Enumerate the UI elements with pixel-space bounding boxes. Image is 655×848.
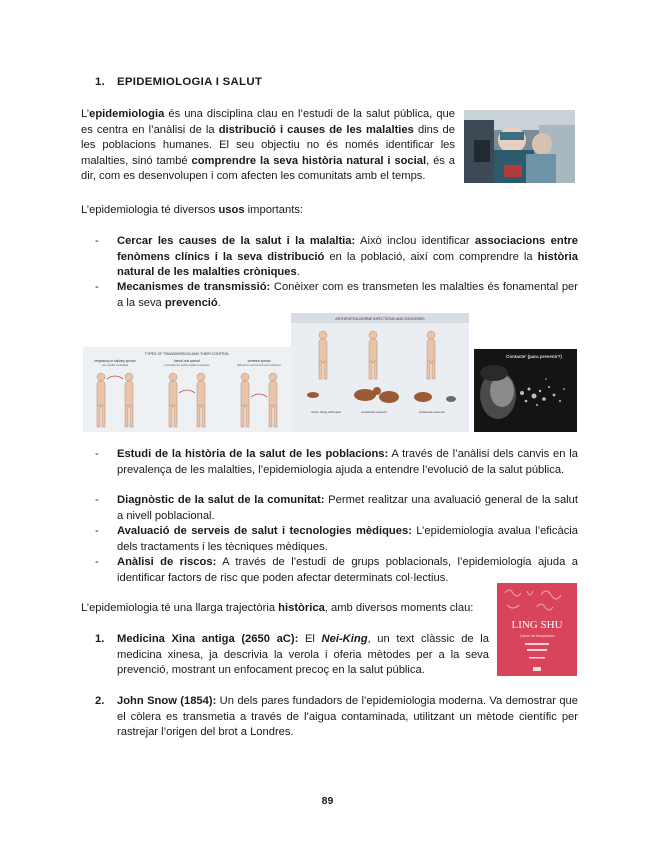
figure-left-sub1: can readily controlled [101,363,129,367]
use-item-diagnosis: Diagnòstic de la salut de la comunitat: Permet realitzar una avaluació general de la salut a nivell poblacional. [117,494,578,522]
milestone-number: 1. [95,633,105,645]
intro-paragraph: L’epidemiologia és una disciplina clau en l’estudi de la salut pública, que es centra en l’anàlisi de la distribució i causes de les malalties dins de les poblacions humanes. El seu objectiu no és només identificar les malalties, sinó també comprendre la seva història natural i social, és a dir, com es desenvolupen i com afecten les comunitats amb el temps. [81,108,455,182]
use-item-risk: Anàlisi de riscos: A través de l’estudi de grups poblacionals, l’epidemiologia ajuda a identificar factors de risc que poden afectar determinats col·lectius. [117,556,578,584]
use-item-evaluation: Avaluació de serveis de salut i tecnologies mèdiques: L’epidemiologia avalua l’eficàcia dels tractaments i les tècniques mèdiques. [117,525,578,553]
milestone-chinese-medicine: Medicina Xina antiga (2650 aC): El Nei-King, un text clàssic de la medicina xinesa, ja descrivia la verola i oferia mètodes per a la seva prevenció, mostrant un enfocament precoç en la salut pública. [117,633,489,676]
sneeze-caption: Contacte' (para prevenir?) [506,354,562,359]
page-number: 89 [321,795,334,807]
list-dash: - [95,525,99,537]
list-dash: - [95,281,99,293]
figure-left-col3: venereal spread [247,359,271,363]
uses-intro: L’epidemiologia té diversos usos importants: [81,204,304,216]
milestone-john-snow: John Snow (1854): Un dels pares fundadors de l’epidemiologia moderna. Va demostrar que el còlera es transmetia a través de l’aigua contaminada, utilitzant un mètode científic per rastrejar l’origen del brot a Londres. [117,695,578,738]
history-intro: L’epidemiologia té una llarga trajectòria històrica, amb diversos moments clau: [81,602,474,614]
surgeons-photo [464,110,575,183]
figure-mid-label2: vertebrate reservoir [361,410,388,414]
use-item-transmission: Mecanismes de transmissió: Conèixer com es transmeten les malalties és fonamental per a la seva prevenció. [117,281,578,309]
section-title: EPIDEMIOLOGIA I SALUT [117,76,263,88]
list-dash: - [95,448,99,460]
section-heading: 1. EPIDEMIOLOGIA I SALUT [95,76,263,88]
figure-left-sub3: difficult to control as host behaviour [237,363,281,367]
milestone-number: 2. [95,695,105,707]
ling-shu-book-cover [497,583,577,676]
figure-mid-label3: vertebrate reservoir [419,410,446,414]
use-item-history: Estudi de la història de la salut de les poblacions: A través de l’anàlisi dels canvis en la prevalença de les malalties, l’epidemiologia ajuda a entendre l’evolució de la salut pública. [117,448,578,476]
book-subtitle: Canon de Acupuntura [519,634,555,638]
list-dash: - [95,556,99,568]
figure-left-col1: respiratory or salivary spread [94,359,136,363]
figure-left-title: TYPES OF TRANSMISSION AND THEIR CONTROL [144,352,230,356]
figure-mid-title: ARTHROPOD-BORNE INFECTIONS AND ZOONOSES [335,317,425,321]
use-item-causes: Cercar les causes de la salut i la malaltia: Això inclou identificar associacions entre fenòmens clínics i la seva distribució en la població, així com comprendre la història natural de les malalties cròniques. [117,235,578,278]
figure-left-sub2: controlled by public health measures [164,363,210,367]
list-dash: - [95,494,99,506]
transmission-types-figure [83,347,291,432]
book-title: LING SHU [511,619,563,631]
sneeze-photo [474,349,577,432]
figure-left-col2: faecal-oral spread [174,359,200,363]
zoonoses-figure [291,313,469,432]
figure-mid-label1: vector biting arthropod [311,410,341,414]
list-dash: - [95,235,99,247]
